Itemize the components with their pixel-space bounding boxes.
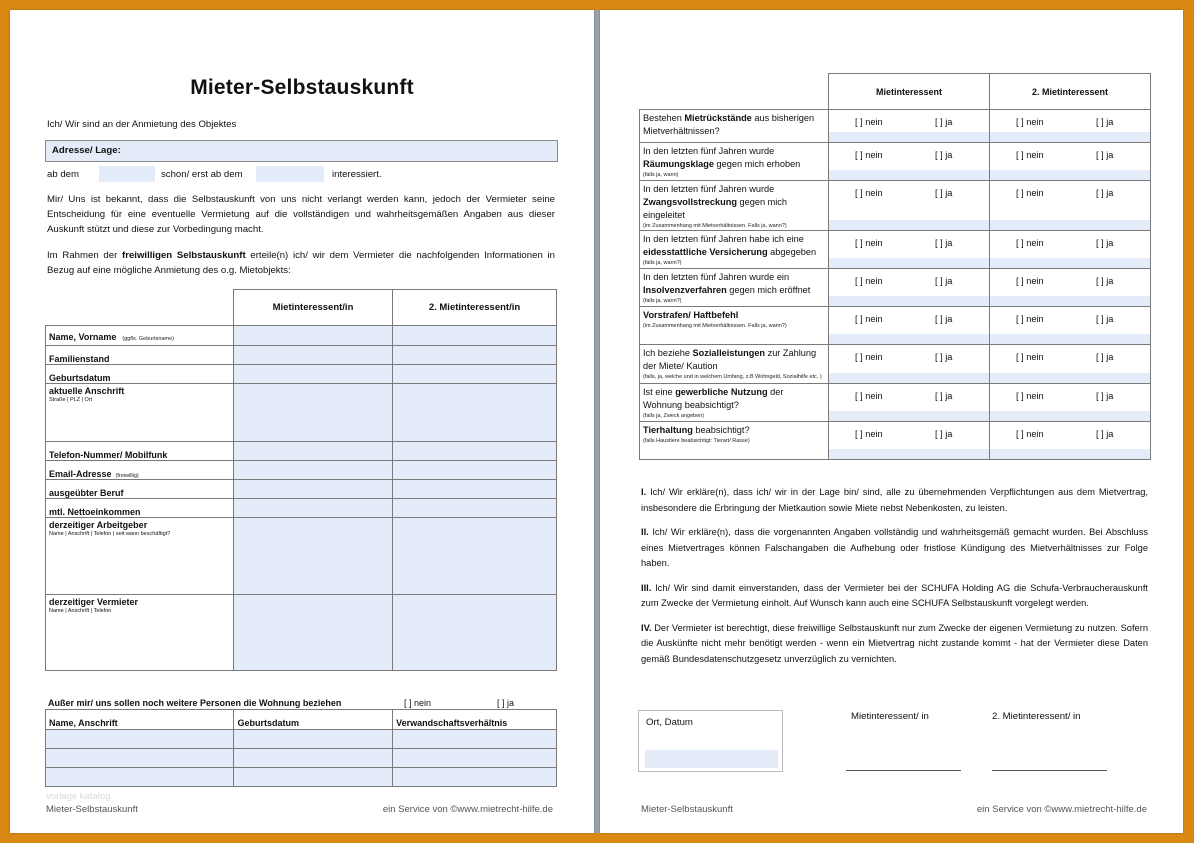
checkbox-ja[interactable]: [ ] ja — [935, 352, 953, 362]
details-field[interactable] — [990, 373, 1150, 383]
details-field[interactable] — [990, 334, 1150, 344]
document-title: Mieter-Selbstauskunft — [190, 76, 414, 99]
question-row — [640, 345, 1151, 384]
question-label: In den letzten fünf Jahren wurde Zwangsvollstreckung gegen mich eingeleitet (im Zusammenhang mit Mietverhältnissen. Falls ja, wann?) — [640, 181, 829, 231]
applicant-1-input[interactable] — [234, 518, 393, 595]
checkbox-nein[interactable]: [ ] nein — [855, 314, 883, 324]
signature-label-1: Mietinteressent/ in — [851, 711, 929, 722]
row-label: mtl. Nettoeinkommen — [46, 499, 234, 518]
details-field[interactable] — [990, 296, 1150, 306]
further-persons-nein[interactable]: [ ] nein — [404, 698, 432, 708]
checkbox-ja[interactable]: [ ] ja — [935, 117, 953, 127]
details-field[interactable] — [990, 449, 1150, 459]
checkbox-ja[interactable]: [ ] ja — [1096, 117, 1114, 127]
persons-header-relation: Verwandschaftsverhältnis — [393, 710, 557, 730]
question-row — [640, 231, 1151, 269]
declaration-paragraph: III. Ich/ Wir sind damit einverstanden, dass der Vermieter bei der SCHUFA Holding AG die Schufa-Verbraucherauskunft zum Zwecke der Vermietung einholt. Auf Wunsch kann auch eine SCHUFA Selbstauskunft vorgelegt werden. — [641, 582, 1148, 608]
persons-cell[interactable] — [393, 730, 557, 749]
footer-left-title: Mieter-Selbstauskunft — [46, 804, 138, 815]
row-label: Email-Adresse (freiwillig) — [46, 461, 234, 480]
checkbox-ja[interactable]: [ ] ja — [1096, 238, 1114, 248]
paragraph-knowledge: Mir/ Uns ist bekannt, dass die Selbstauskunft von uns nicht verlangt werden kann, jedoch der Vermieter seine Entscheidung für eine eventuelle Vermietung auf die vollständigen und wahrheitsgemäßen Angaben aus dieser Auskunft stützt und diese zur Vorbedingung macht. — [47, 194, 555, 235]
details-field[interactable] — [990, 132, 1150, 142]
persons-header-birth: Geburtsdatum — [234, 710, 393, 730]
question-label: In den letzten fünf Jahren habe ich eine eidesstattliche Versicherung abgegeben (falls ja, wann?) — [640, 231, 829, 269]
address-label: Adresse/ Lage: — [52, 145, 121, 156]
persons-cell[interactable] — [393, 749, 557, 768]
question-row — [640, 269, 1151, 307]
checkbox-nein[interactable]: [ ] nein — [855, 276, 883, 286]
details-field[interactable] — [829, 296, 989, 306]
declaration-paragraph: II. Ich/ Wir erkläre(n), dass die vorgenannten Angaben vollständig und wahrheitsgemäß gemacht wurden. Bei Abschluss eines Mietvertrages können Falschangaben die Aufhebung oder fristlose Kündigung des Mietverhältnisses zur Folge haben. — [641, 527, 1148, 568]
declaration-paragraph: I. Ich/ Wir erkläre(n), dass ich/ wir in der Lage bin/ sind, alle zu übernehmenden Verpflichtungen aus dem Mietvertrag, insbesondere die Erbringung der Mietkaution sowie Miete nebst Nebenkosten, zu leisten. — [641, 487, 1148, 513]
answer-cell-1 — [829, 345, 990, 384]
questions-table — [639, 73, 1151, 460]
applicant-2-input[interactable] — [393, 365, 557, 384]
applicant-2-input[interactable] — [393, 326, 557, 346]
answer-cell-2 — [990, 422, 1151, 460]
signature-line-2[interactable] — [992, 770, 1107, 771]
applicant-1-input[interactable] — [234, 461, 393, 480]
declaration-paragraph: IV. Der Vermieter ist berechtigt, diese freiwillige Selbstauskunft nur zum Zwecke der eigenen Vermietung zu nutzen. Sofern die Auskünfte nicht mehr benötigt werden - wenn ein Mietvertrag nicht zustande kommt - hat der Vermieter diese Daten gemäß Bundesdatenschutzgesetz unverzüglich zu vernichten. — [641, 622, 1148, 664]
answer-cell-2 — [990, 345, 1151, 384]
page-left — [10, 10, 594, 833]
checkbox-ja[interactable]: [ ] ja — [1096, 429, 1114, 439]
answer-cell-1 — [829, 110, 990, 143]
question-row — [640, 422, 1151, 460]
applicant-2-input[interactable] — [393, 480, 557, 499]
persons-cell[interactable] — [393, 768, 557, 787]
applicant-row — [46, 326, 557, 346]
paragraph-voluntary: Im Rahmen der freiwilligen Selbstauskunft erteile(n) ich/ wir dem Vermieter die nachfolgenden Informationen in Bezug auf eine mögliche Anmietung des o.g. Mietobjekts: — [47, 250, 555, 276]
checkbox-ja[interactable]: [ ] ja — [935, 314, 953, 324]
header-applicant-1: Mietinteressent/in — [234, 290, 393, 326]
checkbox-ja[interactable]: [ ] ja — [1096, 276, 1114, 286]
applicant-row — [46, 480, 557, 499]
question-label: Ich beziehe Sozialleistungen zur Zahlung der Miete/ Kaution (falls, ja, welche und in welchem Umfang, z.B Wohngeld, Sozialhilfe etc. ) — [640, 345, 829, 384]
applicant-row — [46, 499, 557, 518]
checkbox-ja[interactable]: [ ] ja — [935, 188, 953, 198]
footer-right-title: Mieter-Selbstauskunft — [641, 804, 733, 815]
checkbox-ja[interactable]: [ ] ja — [935, 391, 953, 401]
details-field[interactable] — [829, 220, 989, 230]
footer-right-service: ein Service von ©www.mietrecht-hilfe.de — [976, 804, 1147, 815]
answer-cell-1 — [829, 181, 990, 231]
details-field[interactable] — [990, 411, 1150, 421]
signature-line-1[interactable] — [846, 770, 961, 771]
header-applicant-2: 2. Mietinteressent — [990, 74, 1151, 110]
checkbox-ja[interactable]: [ ] ja — [935, 276, 953, 286]
checkbox-nein[interactable]: [ ] nein — [1016, 276, 1044, 286]
start-date-field[interactable] — [99, 166, 155, 182]
persons-cell[interactable] — [234, 730, 393, 749]
answer-cell-1 — [829, 231, 990, 269]
checkbox-ja[interactable]: [ ] ja — [935, 429, 953, 439]
details-field[interactable] — [829, 334, 989, 344]
details-field[interactable] — [829, 449, 989, 459]
applicant-row — [46, 346, 557, 365]
answer-cell-2 — [990, 269, 1151, 307]
details-field[interactable] — [990, 220, 1150, 230]
applicant-2-input[interactable] — [393, 518, 557, 595]
persons-cell[interactable] — [46, 749, 234, 768]
applicant-2-input[interactable] — [393, 595, 557, 671]
checkbox-nein[interactable]: [ ] nein — [1016, 352, 1044, 362]
applicant-row — [46, 442, 557, 461]
applicant-1-input[interactable] — [234, 346, 393, 365]
applicant-2-input[interactable] — [393, 499, 557, 518]
ort-datum-field[interactable] — [645, 750, 778, 768]
checkbox-nein[interactable]: [ ] nein — [1016, 117, 1044, 127]
row-label: ausgeübter Beruf — [46, 480, 234, 499]
alternative-date-field[interactable] — [256, 166, 324, 182]
schon-erst-label: schon/ erst ab dem — [161, 169, 243, 180]
checkbox-nein[interactable]: [ ] nein — [1016, 314, 1044, 324]
question-label: Vorstrafen/ Haftbefehl (im Zusammenhang mit Mietverhältnissen. Falls ja, wann?) — [640, 307, 829, 345]
applicant-1-input[interactable] — [234, 595, 393, 671]
page-right — [600, 10, 1183, 833]
checkbox-nein[interactable]: [ ] nein — [855, 352, 883, 362]
checkbox-nein[interactable]: [ ] nein — [1016, 150, 1044, 160]
checkbox-nein[interactable]: [ ] nein — [855, 391, 883, 401]
answer-cell-2 — [990, 384, 1151, 422]
applicant-row — [46, 595, 557, 671]
details-field[interactable] — [990, 170, 1150, 180]
checkbox-ja[interactable]: [ ] ja — [1096, 352, 1114, 362]
answer-cell-1 — [829, 307, 990, 345]
answer-cell-1 — [829, 269, 990, 307]
checkbox-nein[interactable]: [ ] nein — [1016, 238, 1044, 248]
row-label: derzeitiger Vermieter Name | Anschrift | Telefon — [46, 595, 234, 671]
applicant-row — [46, 384, 557, 442]
applicant-2-input[interactable] — [393, 384, 557, 442]
row-label: derzeitiger Arbeitgeber Name | Anschrift | Telefon | seit wann beschäftigt? — [46, 518, 234, 595]
checkbox-ja[interactable]: [ ] ja — [935, 238, 953, 248]
question-row — [640, 110, 1151, 143]
question-label: Tierhaltung beabsichtigt? (falls Haustiere beabsichtigt: Tierart/ Rasse) — [640, 422, 829, 460]
persons-cell[interactable] — [234, 768, 393, 787]
question-label: Ist eine gewerbliche Nutzung der Wohnung beabsichtigt? (falls ja, Zweck angeben) — [640, 384, 829, 422]
answer-cell-2 — [990, 307, 1151, 345]
row-label: aktuelle Anschrift Straße | PLZ | Ort — [46, 384, 234, 442]
question-row — [640, 181, 1151, 231]
ort-datum-box[interactable] — [638, 710, 783, 772]
checkbox-nein[interactable]: [ ] nein — [855, 429, 883, 439]
applicant-table — [45, 289, 557, 671]
question-label: In den letzten fünf Jahren wurde Räumungsklage gegen mich erhoben (falls ja, wann) — [640, 143, 829, 181]
question-row — [640, 143, 1151, 181]
watermark: vorlage katalog — [46, 791, 111, 802]
applicant-1-input[interactable] — [234, 499, 393, 518]
header-applicant-2: 2. Mietinteressent/in — [393, 290, 557, 326]
table-corner — [640, 74, 829, 110]
details-field[interactable] — [829, 411, 989, 421]
intro-text: Ich/ Wir sind an der Anmietung des Objektes — [47, 119, 237, 130]
applicant-row — [46, 365, 557, 384]
answer-cell-2 — [990, 110, 1151, 143]
answer-cell-2 — [990, 181, 1151, 231]
row-label: Telefon-Nummer/ Mobilfunk — [46, 442, 234, 461]
persons-table — [45, 709, 557, 787]
row-label: Name, Vorname (ggfls. Geburtsname) — [46, 326, 234, 346]
checkbox-nein[interactable]: [ ] nein — [855, 117, 883, 127]
persons-header-name: Name, Anschrift — [46, 710, 234, 730]
checkbox-ja[interactable]: [ ] ja — [1096, 188, 1114, 198]
details-field[interactable] — [829, 373, 989, 383]
checkbox-nein[interactable]: [ ] nein — [855, 238, 883, 248]
checkbox-ja[interactable]: [ ] ja — [1096, 314, 1114, 324]
header-applicant-1: Mietinteressent — [829, 74, 990, 110]
details-field[interactable] — [829, 132, 989, 142]
address-field[interactable] — [45, 140, 558, 162]
answer-cell-1 — [829, 422, 990, 460]
applicant-1-input[interactable] — [234, 384, 393, 442]
applicant-2-input[interactable] — [393, 346, 557, 365]
persons-cell[interactable] — [46, 730, 234, 749]
checkbox-nein[interactable]: [ ] nein — [1016, 429, 1044, 439]
checkbox-ja[interactable]: [ ] ja — [1096, 150, 1114, 160]
row-label: Geburtsdatum — [46, 365, 234, 384]
checkbox-ja[interactable]: [ ] ja — [1096, 391, 1114, 401]
answer-cell-1 — [829, 384, 990, 422]
answer-cell-1 — [829, 143, 990, 181]
applicant-1-input[interactable] — [234, 442, 393, 461]
signature-label-2: 2. Mietinteressent/ in — [992, 711, 1081, 722]
footer-left-service: ein Service von ©www.mietrecht-hilfe.de — [382, 804, 553, 815]
question-label: In den letzten fünf Jahren wurde ein Insolvenzverfahren gegen mich eröffnet (falls ja, wann?) — [640, 269, 829, 307]
persons-cell[interactable] — [234, 749, 393, 768]
row-label: Familienstand — [46, 346, 234, 365]
question-row — [640, 307, 1151, 345]
ort-datum-label: Ort, Datum — [646, 717, 693, 728]
table-corner — [46, 290, 234, 326]
ab-dem-label: ab dem — [47, 169, 79, 180]
applicant-2-input[interactable] — [393, 461, 557, 480]
question-label: Bestehen Mietrückstände aus bisherigen Mietverhältnissen? — [640, 110, 829, 143]
applicant-1-input[interactable] — [234, 480, 393, 499]
checkbox-ja[interactable]: [ ] ja — [935, 150, 953, 160]
question-row — [640, 384, 1151, 422]
answer-cell-2 — [990, 231, 1151, 269]
interessiert-label: interessiert. — [332, 169, 382, 180]
details-field[interactable] — [829, 258, 989, 268]
applicant-1-input[interactable] — [234, 365, 393, 384]
applicant-1-input[interactable] — [234, 326, 393, 346]
checkbox-nein[interactable]: [ ] nein — [1016, 188, 1044, 198]
persons-cell[interactable] — [46, 768, 234, 787]
applicant-2-input[interactable] — [393, 442, 557, 461]
applicant-row — [46, 461, 557, 480]
further-persons-ja[interactable]: [ ] ja — [497, 698, 515, 708]
further-persons-question: Außer mir/ uns sollen noch weitere Personen die Wohnung beziehen — [48, 698, 342, 708]
details-field[interactable] — [829, 170, 989, 180]
applicant-row — [46, 518, 557, 595]
details-field[interactable] — [990, 258, 1150, 268]
answer-cell-2 — [990, 143, 1151, 181]
checkbox-nein[interactable]: [ ] nein — [1016, 391, 1044, 401]
checkbox-nein[interactable]: [ ] nein — [855, 150, 883, 160]
declarations — [641, 485, 1148, 676]
checkbox-nein[interactable]: [ ] nein — [855, 188, 883, 198]
